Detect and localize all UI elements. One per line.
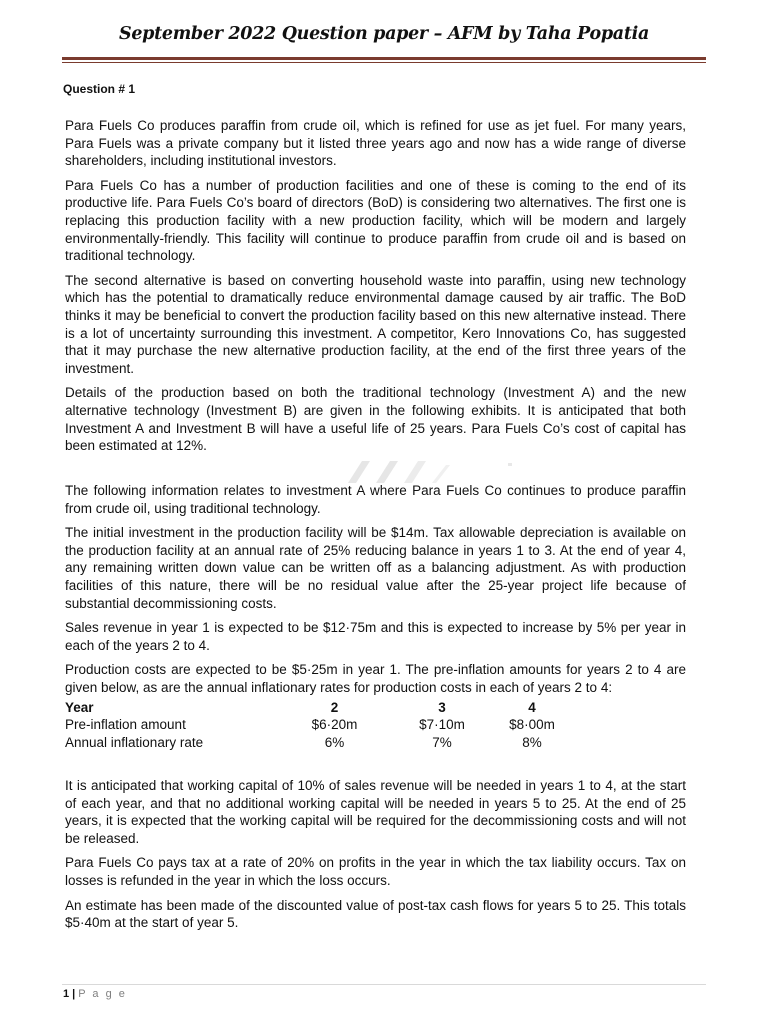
inflation-table [65,699,572,752]
paragraph: Details of the production based on both the traditional technology (Investment A) and the new alternative technology (Investment B) are given in the following exhibits. It is anticipated that both Investment A and Investment B will have a useful life of 25 years. Para Fuels Co’s cost of capital has been estimated at 12%. [65,385,686,454]
page-header-title: September 2022 Question paper – AFM by Taha Popatia [118,24,649,44]
paragraph: Para Fuels Co produces paraffin from crude oil, which is refined for use as jet fuel. For many years, Para Fuels was a private company but it listed three years ago and now has a wide range of diverse shareholders, including institutional investors. [65,118,686,169]
table-cell: 8% [522,734,542,750]
paragraph: Production costs are expected to be $5·25m in year 1. The pre-inflation amounts for years 2 to 4 are given below, as are the annual inflationary rates for production costs in each of years 2 to 4: [65,662,686,695]
intro-section [65,117,686,455]
paragraph: The following information relates to investment A where Para Fuels Co continues to produce paraffin from crude oil, using traditional technology. [65,483,686,516]
paragraph: It is anticipated that working capital of 10% of sales revenue will be needed in years 1 to 4, at the start of each year, and that no additional working capital will be needed in years 5 to 25. At the end of 25 years, it is expected that the working capital will be required for the decommissioning costs and will not be released. [65,778,686,846]
table-cell: $6·20m [311,717,358,733]
table-row [65,716,572,734]
table-cell: 7% [432,734,452,750]
page-number: 1 [63,988,70,1000]
page-footer [63,988,127,1000]
paragraph: An estimate has been made of the discounted value of post-tax cash flows for years 5 to 25. This totals $5·40m at the start of year 5. [65,897,686,931]
table-cell: 6% [324,734,345,750]
paragraph: The second alternative is based on converting household waste into paraffin, using new technology which has the potential to dramatically reduce environmental damage caused by air traffic. The BoD thinks it may be beneficial to convert the production facility based on this new alternative instead. There is a lot of uncertainty surrounding this investment. A competitor, Kero Innovations Co, has suggested that it may purchase the new alternative production facility, at the end of the first three years of the investment. [65,272,686,376]
table-header-cell: 2 [330,699,339,715]
table-cell: Pre-inflation amount [65,717,186,733]
table-cell: Annual inflationary rate [65,734,204,750]
investment-a-section [65,482,686,751]
paragraph: Para Fuels Co has a number of production facilities and one of these is coming to the end of its productive life. Para Fuels Co’s board of directors (BoD) is considering two alternatives. The first one is replacing this production facility with a new production facility, which will be modern and largely environmentally-friendly. This facility will continue to produce paraffin from crude oil and is based on traditional technology. [65,177,686,264]
table-header-cell: Year [65,699,94,715]
table-cell: $7·10m [419,717,465,733]
question-heading: Question # 1 [63,82,136,96]
table-header-row [65,699,572,717]
table-header-cell: 4 [528,699,536,715]
page-label: P a g e [78,988,127,1000]
table-header-cell: 3 [438,699,446,715]
table-row [65,734,572,752]
header-divider-thick [62,57,706,60]
paragraph: Sales revenue in year 1 is expected to be $12·75m and this is expected to increase by 5% per year in each of the years 2 to 4. [65,620,686,653]
paragraph: The initial investment in the production facility will be $14m. Tax allowable depreciation is available on the production facility at an annual rate of 25% reducing balance in years 1 to 3. At the end of year 4, any remaining written down value can be written off as a balancing adjustment. As with production facilities of this nature, there will be no residual value after the 25-year project life because of substantial decommissioning costs. [65,525,686,611]
table-cell: $8·00m [509,717,555,733]
footer-separator: | [72,988,76,1000]
header-divider-thin [62,62,706,63]
footer-divider [62,984,706,985]
closing-section [65,777,686,932]
paragraph: Para Fuels Co pays tax at a rate of 20% on profits in the year in which the tax liability occurs. Tax on losses is refunded in the year in which the loss occurs. [65,855,686,888]
faint-watermark-graphic [340,455,520,485]
